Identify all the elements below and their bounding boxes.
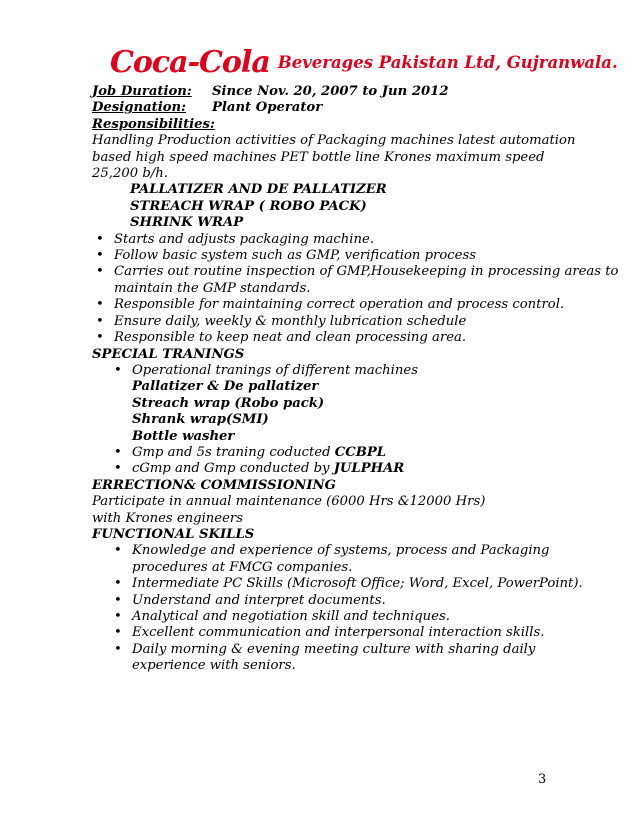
job-duration-value: Since Nov. 20, 2007 to Jun 2012 bbox=[212, 84, 449, 99]
list-item: • Responsible for maintaining correct operation and process control. bbox=[92, 297, 562, 313]
list-item: • Ensure daily, weekly & monthly lubrication schedule bbox=[92, 314, 562, 330]
special-trainings-heading: SPECIAL TRANINGS bbox=[92, 346, 245, 362]
list-item-text: procedures at FMCG companies. bbox=[132, 559, 353, 575]
company-name: Beverages Pakistan Ltd, Gujranwala. bbox=[277, 53, 618, 72]
list-item: • Responsible to keep neat and clean processing area. bbox=[92, 330, 562, 346]
list-item: • Understand and interpret documents. bbox=[92, 593, 562, 609]
erection-heading: ERRECTION& COMMISSIONING bbox=[92, 477, 336, 493]
functional-skills-heading: FUNCTIONAL SKILLS bbox=[92, 526, 255, 542]
list-item: • Analytical and negotiation skill and techniques. bbox=[92, 609, 562, 625]
erection-text: with Krones engineers bbox=[92, 510, 243, 526]
training-org: CCBPL bbox=[334, 444, 387, 460]
responsibilities-text: based high speed machines PET bottle line Krones maximum speed bbox=[92, 149, 545, 165]
list-item bbox=[92, 642, 562, 675]
list-item-text: Gmp and 5s traning coducted bbox=[132, 444, 335, 460]
machine-name: STREACH WRAP ( ROBO PACK) bbox=[130, 198, 367, 214]
list-item-text: Carries out routine inspection of GMP,Housekeeping in processing areas to bbox=[114, 264, 619, 280]
list-item: • Excellent communication and interpersonal interaction skills. bbox=[92, 625, 562, 641]
list-item: • Starts and adjusts packaging machine. bbox=[92, 232, 562, 248]
list-item-text: maintain the GMP standards. bbox=[114, 280, 311, 296]
list-item-text: experience with seniors. bbox=[132, 658, 296, 674]
page-number: 3 bbox=[538, 772, 547, 787]
machine-name: PALLATIZER AND DE PALLATIZER bbox=[130, 182, 387, 198]
designation-row bbox=[92, 100, 562, 116]
erection-text: Participate in annual maintenance (6000 Hrs &12000 Hrs) bbox=[92, 494, 486, 510]
list-item-text: Daily morning & evening meeting culture with sharing daily bbox=[132, 641, 536, 657]
responsibilities-heading: Responsibilities: bbox=[92, 116, 215, 132]
list-item: • Operational tranings of different machines bbox=[92, 363, 562, 379]
list-item-text: cGmp and Gmp conducted by bbox=[132, 461, 334, 477]
page-header bbox=[110, 40, 618, 80]
designation-label: Designation: bbox=[92, 100, 186, 116]
responsibilities-text: 25,200 b/h. bbox=[92, 166, 168, 182]
training-machine: Pallatizer & De pallatizer bbox=[132, 379, 319, 395]
responsibilities-text: Handling Production activities of Packaging machines latest automation bbox=[92, 133, 576, 149]
training-machine: Streach wrap (Robo pack) bbox=[132, 395, 325, 411]
list-item bbox=[92, 445, 562, 461]
list-item bbox=[92, 461, 562, 477]
training-machine: Bottle washer bbox=[132, 428, 235, 444]
coca-cola-logo: Coca-Cola bbox=[110, 45, 270, 80]
list-item bbox=[92, 543, 562, 576]
designation-value: Plant Operator bbox=[212, 100, 323, 116]
special-trainings-list bbox=[92, 445, 562, 478]
special-trainings-list bbox=[92, 363, 562, 379]
list-item-text: Knowledge and experience of systems, process and Packaging bbox=[132, 543, 550, 559]
machine-name: SHRINK WRAP bbox=[130, 215, 244, 231]
functional-skills-list bbox=[92, 543, 583, 674]
resume-content bbox=[92, 84, 619, 675]
training-org: JULPHAR bbox=[333, 461, 405, 477]
job-duration-label: Job Duration: bbox=[92, 84, 192, 99]
duties-list bbox=[92, 231, 619, 347]
job-duration-row bbox=[92, 84, 562, 100]
list-item: • Follow basic system such as GMP, verification process bbox=[92, 248, 562, 264]
list-item bbox=[92, 264, 619, 297]
list-item: • Intermediate PC Skills (Microsoft Office; Word, Excel, PowerPoint). bbox=[92, 576, 562, 592]
training-machine: Shrank wrap(SMI) bbox=[132, 412, 269, 428]
